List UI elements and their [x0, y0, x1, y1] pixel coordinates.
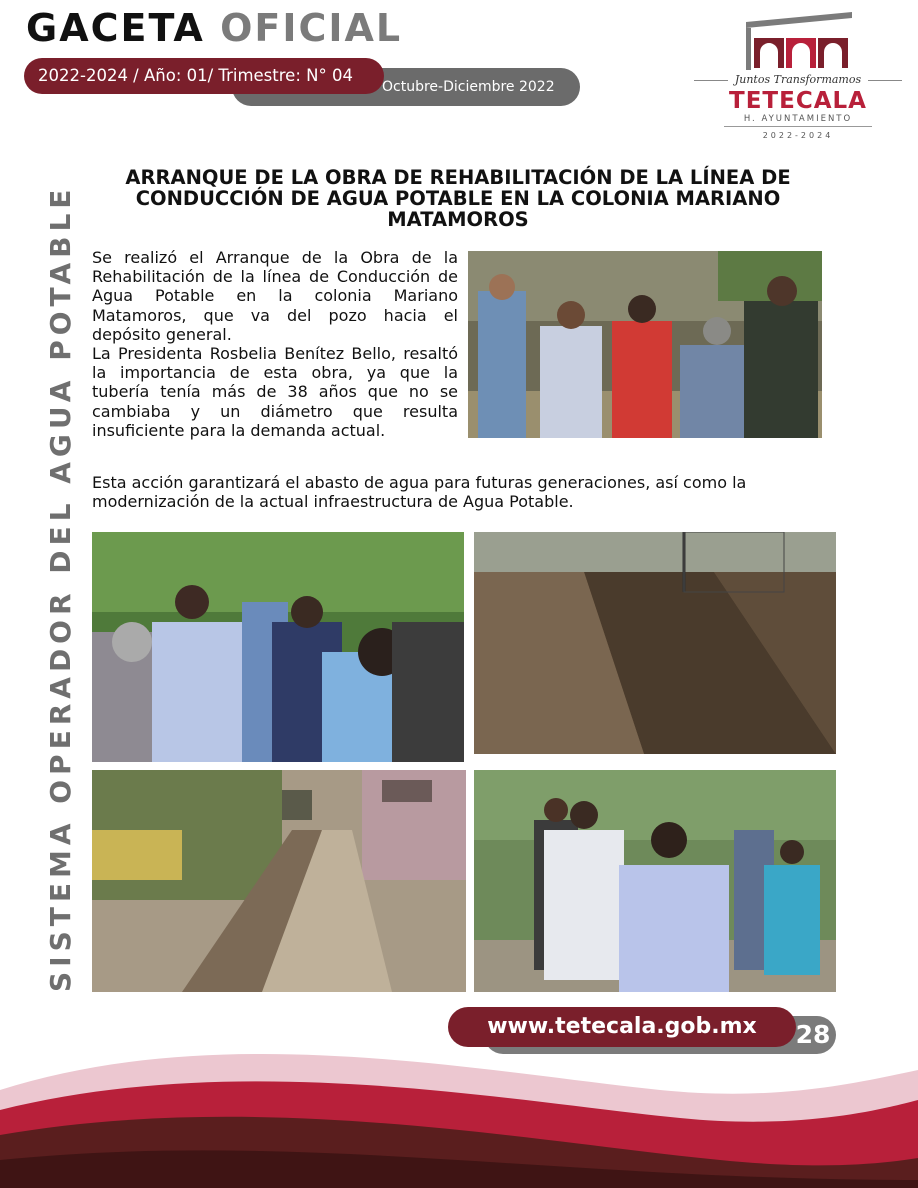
logo-years: 2022-2024 — [762, 131, 834, 140]
article-title: ARRANQUE DE LA OBRA DE REHABILITACIÓN DE LA LÍNEA DE CONDUCCIÓN DE AGUA POTABLE EN LA COLONIA MARIANO MATAMOROS — [125, 166, 791, 231]
logo-name: TETECALA — [729, 88, 867, 114]
photo-community-walk — [474, 770, 836, 992]
gazette-title-word2: OFICIAL — [220, 6, 403, 50]
photo-officials-group — [468, 251, 822, 438]
gazette-title-word1: GACETA — [26, 6, 205, 50]
article-paragraph-1: Se realizó el Arranque de la Obra de la Rehabilitación de la línea de Conducción de Agua Potable en la colonia Mariano Matamoros, que va del pozo hacia el depósito general. — [92, 248, 458, 344]
logo-subtitle: H. AYUNTAMIENTO — [743, 114, 853, 124]
gazette-title — [26, 6, 402, 50]
edition-badge: 2022-2024 / Año: 01/ Trimestre: N° 04 — [24, 58, 384, 94]
page-number: 28 — [795, 1020, 831, 1049]
article-paragraph-2: La Presidenta Rosbelia Benítez Bello, resaltó la importancia de esta obra, ya que la tubería tenía más de 38 años que no se cambiaba y un diámetro que resulta insuficiente para la demanda actual. — [92, 344, 458, 440]
website-link[interactable]: www.tetecala.gob.mx — [448, 1007, 796, 1047]
logo-slogan: Juntos Transformamos — [734, 73, 862, 86]
article-paragraph-3: Esta acción garantizará el abasto de agua para futuras generaciones, así como la modernización de la actual infraestructura de Agua Potable. — [92, 473, 747, 512]
photo-trench-excavation — [474, 532, 836, 754]
photo-street-trench — [92, 770, 466, 992]
period-badge: Octubre-Diciembre 2022 — [232, 68, 580, 106]
tetecala-logo — [694, 8, 902, 142]
article-body-left — [92, 248, 458, 440]
logo-emblem-icon — [694, 8, 902, 72]
photo-presidenta-with-residents — [92, 532, 464, 762]
section-side-title: SISTEMA OPERADOR DEL AGUA POTABLE — [44, 184, 77, 992]
